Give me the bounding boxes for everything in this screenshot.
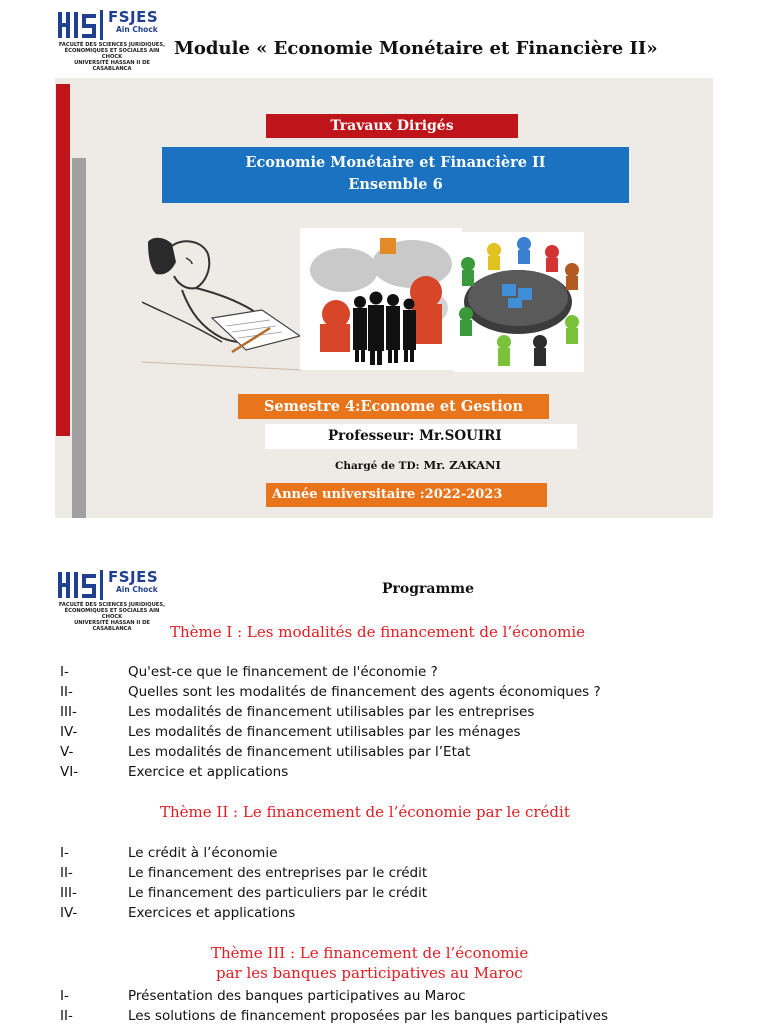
business-people-world-illustration — [300, 228, 462, 370]
logo-sub: Ain Chock — [116, 25, 158, 34]
course-title: Economie Monétaire et Financière II — [245, 154, 546, 171]
university-emblem-icon — [56, 8, 106, 42]
red-accent-bar — [56, 84, 70, 436]
course-subtitle: Ensemble 6 — [348, 176, 443, 193]
theme-title: Thème I : Les modalités de financement de l’économie — [170, 623, 586, 641]
team-meeting-illustration — [454, 232, 584, 372]
annee-label: Année universitaire :2022-2023 — [272, 487, 503, 502]
module-title: Module « Economie Monétaire et Financière II» — [174, 38, 658, 59]
logo-sub: Ain Chock — [116, 585, 158, 594]
charge-td — [335, 458, 501, 472]
programme-title: Programme — [382, 581, 475, 597]
semestre-banner: Semestre 4:Econome et Gestion — [238, 394, 549, 419]
charge-name: Mr. ZAKANI — [419, 458, 501, 472]
page1-header — [0, 0, 768, 80]
theme-title: Thème III : Le financement de l’économie — [211, 944, 529, 962]
logo-brand: FSJES — [108, 568, 159, 586]
student-writing-illustration — [142, 232, 302, 378]
travaux-diriges-banner: Travaux Dirigés — [266, 114, 518, 138]
theme-title: Thème II : Le financement de l’économie par le crédit — [160, 803, 570, 821]
theme-title-line2: par les banques participatives au Maroc — [216, 964, 523, 982]
professeur-box — [265, 424, 577, 449]
logo-brand: FSJES — [108, 8, 159, 26]
course-banner — [162, 147, 629, 203]
fsjes-logo-page2 — [56, 568, 168, 630]
university-emblem-icon — [56, 568, 106, 602]
grey-accent-bar — [72, 158, 86, 518]
logo-faculty: FACULTÉ DES SCIENCES JURIDIQUES, ÉCONOMIQUES ET SOCIALES AIN CHOCK UNIVERSITÉ HASSAN II DE CASABLANCA — [58, 42, 166, 72]
professeur-label: Professeur: Mr.SOUIRI — [328, 428, 502, 444]
fsjes-logo — [56, 8, 168, 70]
logo-faculty: FACULTÉ DES SCIENCES JURIDIQUES, ÉCONOMIQUES ET SOCIALES AIN CHOCK UNIVERSITÉ HASSAN II DE CASABLANCA — [58, 602, 166, 632]
annee-banner — [266, 483, 547, 507]
charge-prefix: Chargé de TD: — [335, 460, 420, 472]
